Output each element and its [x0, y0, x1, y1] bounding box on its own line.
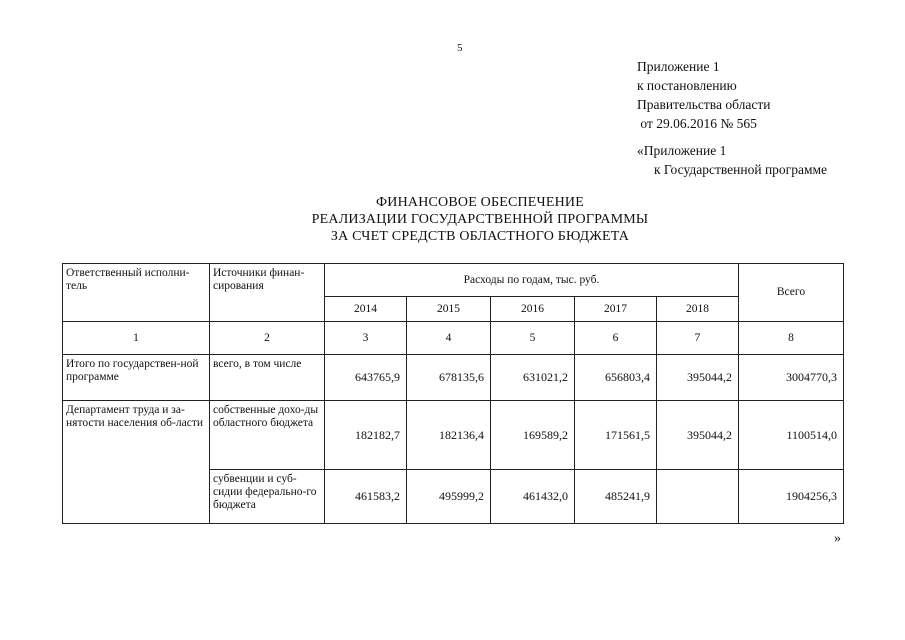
header-year: 2014 — [325, 297, 407, 322]
annex-line: Правительства области — [637, 97, 771, 112]
row-executor: Департамент труда и за-нятости населения об-ласти — [63, 401, 210, 524]
row-value: 171561,5 — [575, 401, 657, 470]
table-row — [63, 401, 844, 470]
column-number: 6 — [575, 322, 657, 355]
annex-program-line: «Приложение 1 — [637, 143, 727, 158]
row-value: 395044,2 — [657, 355, 739, 401]
column-number: 7 — [657, 322, 739, 355]
financing-table — [62, 263, 844, 524]
row-value: 643765,9 — [325, 355, 407, 401]
row-value: 678135,6 — [407, 355, 491, 401]
header-executor: Ответственный исполни-тель — [63, 264, 210, 322]
annex-program-block — [637, 141, 827, 179]
header-total: Всего — [739, 264, 844, 322]
row-value: 495999,2 — [407, 470, 491, 524]
column-number: 8 — [739, 322, 844, 355]
column-number: 5 — [491, 322, 575, 355]
header-year: 2017 — [575, 297, 657, 322]
header-row — [63, 264, 844, 297]
page-number: 5 — [457, 42, 463, 54]
table-row — [63, 355, 844, 401]
row-total: 1904256,3 — [739, 470, 844, 524]
column-number: 2 — [210, 322, 325, 355]
row-source: субвенции и суб-сидии федерально-го бюджета — [210, 470, 325, 524]
row-value: 395044,2 — [657, 401, 739, 470]
annex-block — [637, 57, 770, 133]
annex-line: к постановлению — [637, 78, 737, 93]
document-title — [200, 194, 760, 245]
column-number-row — [63, 322, 844, 355]
closing-quote: » — [834, 531, 841, 546]
row-value: 485241,9 — [575, 470, 657, 524]
header-sources: Источники финан-сирования — [210, 264, 325, 322]
row-source: всего, в том числе — [210, 355, 325, 401]
row-value: 182182,7 — [325, 401, 407, 470]
row-executor: Итого по государствен-ной программе — [63, 355, 210, 401]
column-number: 3 — [325, 322, 407, 355]
row-value: 461432,0 — [491, 470, 575, 524]
row-value — [657, 470, 739, 524]
column-number: 1 — [63, 322, 210, 355]
header-year: 2016 — [491, 297, 575, 322]
title-line: РЕАЛИЗАЦИИ ГОСУДАРСТВЕННОЙ ПРОГРАММЫ — [311, 212, 649, 227]
row-total: 3004770,3 — [739, 355, 844, 401]
row-value: 631021,2 — [491, 355, 575, 401]
row-value: 182136,4 — [407, 401, 491, 470]
title-line: ЗА СЧЕТ СРЕДСТВ ОБЛАСТНОГО БЮДЖЕТА — [330, 229, 630, 244]
row-total: 1100514,0 — [739, 401, 844, 470]
row-value: 169589,2 — [491, 401, 575, 470]
annex-program-line: к Государственной программе — [654, 162, 828, 177]
header-year: 2015 — [407, 297, 491, 322]
row-value: 461583,2 — [325, 470, 407, 524]
row-value: 656803,4 — [575, 355, 657, 401]
title-line: ФИНАНСОВОЕ ОБЕСПЕЧЕНИЕ — [376, 195, 584, 210]
column-number: 4 — [407, 322, 491, 355]
header-year: 2018 — [657, 297, 739, 322]
annex-line: Приложение 1 — [637, 59, 720, 74]
row-source: собственные дохо-ды областного бюджета — [210, 401, 325, 470]
header-expenses: Расходы по годам, тыс. руб. — [325, 264, 739, 297]
annex-line: от 29.06.2016 № 565 — [637, 116, 757, 131]
